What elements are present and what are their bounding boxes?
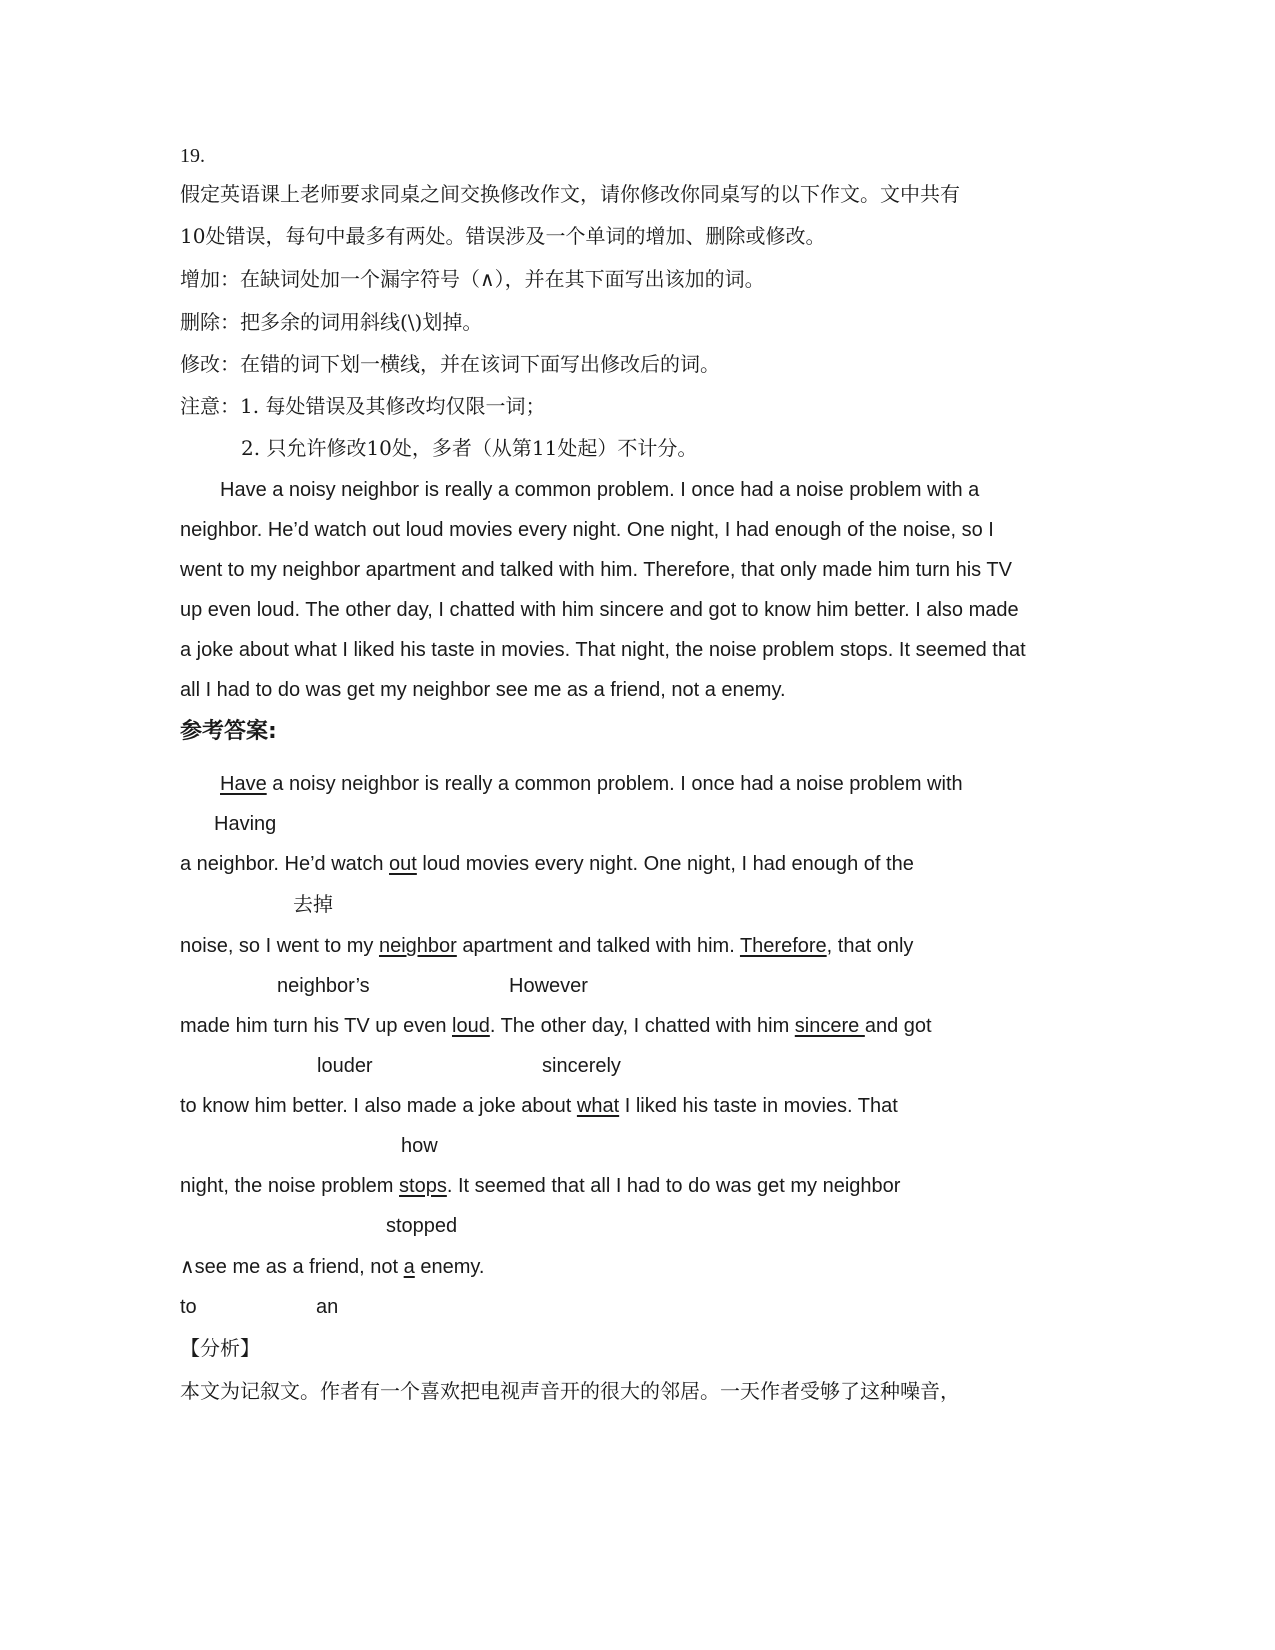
instruction-note-1: 注意：1. 每处错误及其修改均仅限一词； — [180, 394, 546, 418]
instruction-note-2: 2. 只允许修改10处，多者（从第11处起）不计分。 — [241, 436, 698, 460]
analysis-label: 【分析】 — [180, 1336, 260, 1360]
error-word: Therefore — [739, 935, 827, 957]
question-number: 19. — [180, 145, 205, 167]
answer-line-6 — [180, 1174, 900, 1198]
instruction-intro-1: 假定英语课上老师要求同桌之间交换修改作文，请你修改你同桌写的以下作文。文中共有 — [180, 182, 960, 206]
answer-text: enemy. — [414, 1256, 485, 1278]
correction: However — [509, 975, 588, 997]
answer-text: to know him better. I also made a joke about — [180, 1095, 577, 1117]
instruction-intro-2: 10处错误，每句中最多有两处。错误涉及一个单词的增加、删除或修改。 — [180, 224, 826, 248]
error-word: loud — [452, 1015, 490, 1037]
answer-text: I liked his taste in movies. That — [619, 1095, 898, 1117]
passage-line-6: all I had to do was get my neighbor see me as a friend, not a enemy. — [180, 679, 786, 701]
correction: Having — [214, 813, 277, 835]
answer-text: a neighbor. He’d watch — [180, 853, 390, 875]
analysis-text: 本文为记叙文。作者有一个喜欢把电视声音开的很大的邻居。一天作者受够了这种噪音， — [180, 1379, 960, 1403]
answer-text: apartment and talked with him. — [456, 935, 740, 957]
answer-line-1 — [220, 772, 963, 796]
instruction-modify-rule: 修改：在错的词下划一横线，并在该词下面写出修改后的词。 — [180, 352, 720, 376]
passage-line-1: Have a noisy neighbor is really a common problem. I once had a noise problem with a — [220, 479, 980, 501]
correction: sincerely — [542, 1055, 621, 1077]
answer-text: loud movies every night. One night, I had enough of the — [416, 853, 914, 875]
answer-text: . It seemed that all I had to do was get my neighbor — [446, 1175, 901, 1197]
correction: to — [180, 1296, 197, 1318]
error-word: out — [389, 853, 417, 875]
error-word: stops — [399, 1175, 447, 1197]
answer-line-2 — [180, 852, 914, 876]
correction: neighbor’s — [277, 975, 370, 997]
passage-line-4: up even loud. The other day, I chatted with him sincere and got to know him better. I also made — [180, 599, 1019, 621]
answer-text: . The other day, I chatted with him — [489, 1015, 795, 1037]
answer-text: and got — [864, 1015, 932, 1037]
passage-line-2: neighbor. He’d watch out loud movies every night. One night, I had enough of the noise, so I — [180, 519, 994, 541]
answer-text: night, the noise problem — [180, 1175, 400, 1197]
answer-text: noise, so I went to my — [180, 935, 379, 957]
correction: stopped — [386, 1215, 458, 1237]
answer-line-7 — [180, 1255, 484, 1279]
error-word: neighbor — [378, 935, 457, 957]
answer-text: ∧see me as a friend, not — [180, 1256, 404, 1278]
instruction-delete-rule: 删除：把多余的词用斜线(\)划掉。 — [180, 310, 483, 334]
correction: an — [316, 1296, 339, 1318]
error-word: Have — [220, 773, 267, 795]
answer-text: , that only — [826, 935, 914, 957]
correction: 去掉 — [293, 892, 333, 916]
answer-line-4 — [180, 1014, 932, 1038]
instruction-add-rule: 增加：在缺词处加一个漏字符号（∧），并在其下面写出该加的词。 — [180, 267, 765, 291]
error-word: sincere — [794, 1015, 865, 1037]
correction: louder — [317, 1055, 373, 1077]
error-word: a — [403, 1256, 415, 1278]
answer-text: made him turn his TV up even — [180, 1015, 452, 1037]
answer-heading: 参考答案: — [180, 719, 277, 744]
answer-line-3 — [180, 934, 913, 958]
correction: how — [401, 1135, 438, 1157]
passage-line-5: a joke about what I liked his taste in movies. That night, the noise problem stops. It seemed that — [180, 639, 1026, 661]
answer-line-5 — [180, 1094, 898, 1118]
passage-line-3: went to my neighbor apartment and talked with him. Therefore, that only made him turn his TV — [180, 559, 1012, 581]
answer-text: a noisy neighbor is really a common problem. I once had a noise problem with — [266, 773, 963, 795]
error-word: what — [576, 1095, 620, 1117]
